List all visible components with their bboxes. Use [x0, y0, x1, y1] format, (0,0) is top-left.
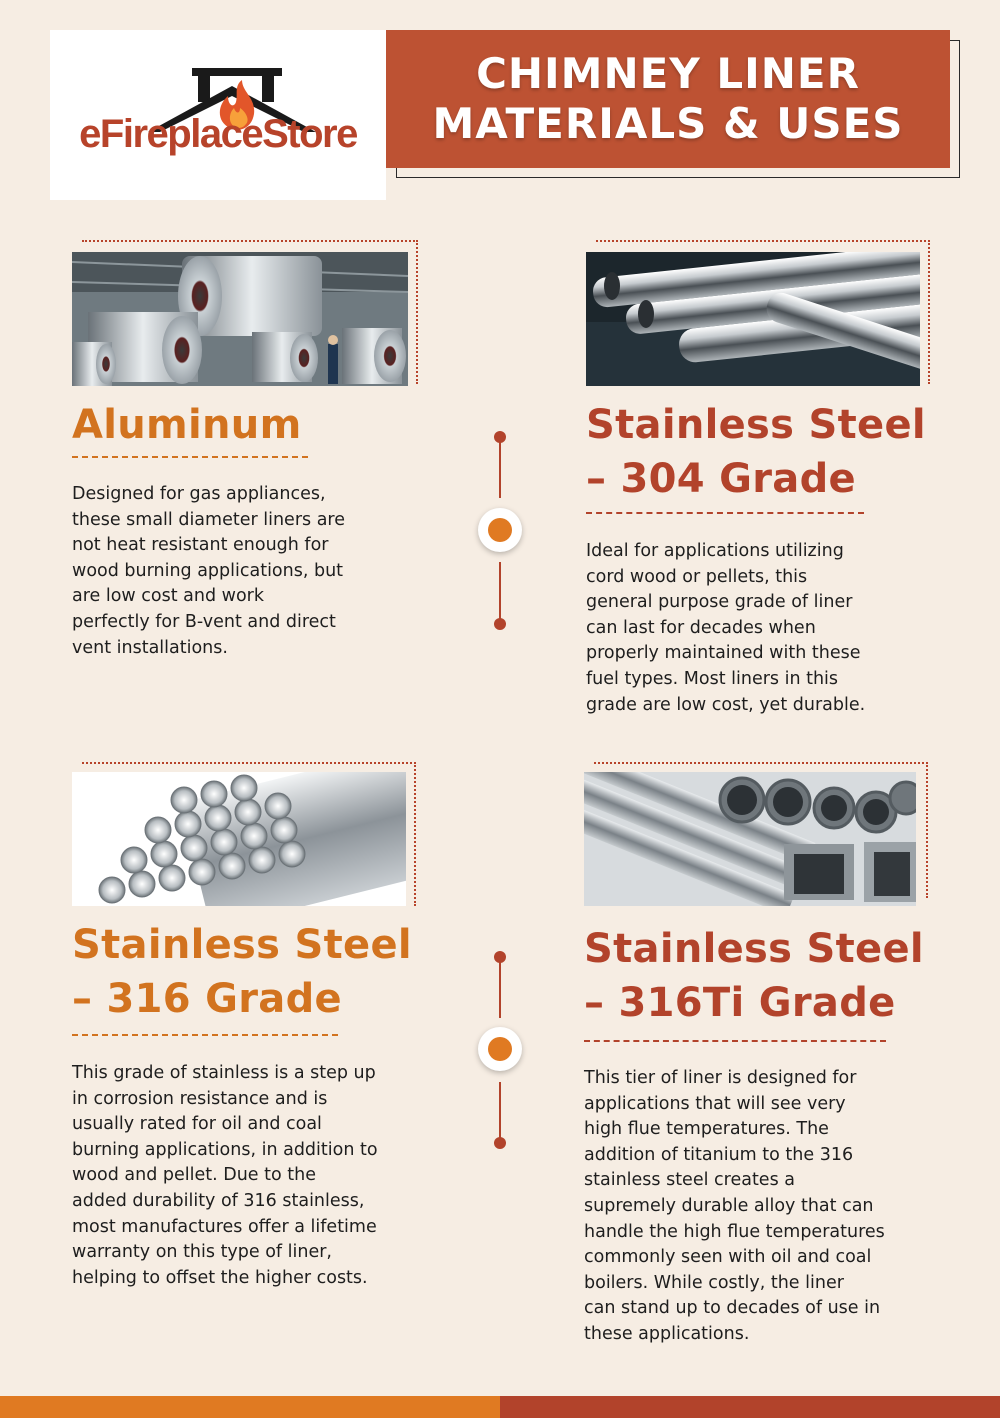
- section-body-aluminum: Designed for gas appliances, these small diameter liners are not heat resistant enough for wood burning applications, but are low cost and work perfectly for B-vent and direct vent installations.: [72, 484, 345, 658]
- timeline-dot: [494, 1137, 506, 1149]
- heading-underline: [584, 1040, 886, 1042]
- page-title: [386, 30, 950, 168]
- footer-bar-right: [500, 1396, 1000, 1418]
- timeline-dot: [494, 618, 506, 630]
- aluminum-coils-photo: [72, 252, 408, 386]
- timeline-node-center: [488, 518, 512, 542]
- heading-line-1: Stainless Steel: [586, 402, 926, 448]
- timeline-node: [478, 1027, 522, 1071]
- section-heading-316: [72, 918, 432, 1026]
- footer-bar-left: [0, 1396, 500, 1418]
- steel-pipes-photo: [586, 252, 920, 386]
- heading-line-1: Stainless Steel: [584, 926, 924, 972]
- timeline-node: [478, 508, 522, 552]
- timeline-line: [499, 962, 501, 1018]
- heading-line-1: Stainless Steel: [72, 922, 412, 968]
- title-line-2: MATERIALS & USES: [432, 99, 904, 148]
- timeline-line: [499, 442, 501, 498]
- timeline-line: [499, 562, 501, 620]
- steel-profiles-photo: [584, 772, 916, 906]
- section-heading-304: [586, 398, 926, 506]
- section-body-304: Ideal for applications utilizing cord wood or pellets, this general purpose grade of liner can last for decades when properly maintained with these fuel types. Most liners in this grade are low cost, yet durable.: [586, 541, 866, 715]
- heading-line-2: – 304 Grade: [586, 456, 856, 502]
- title-line-1: CHIMNEY LINER: [476, 49, 860, 98]
- section-body-316ti: This tier of liner is designed for applications that will see very high flue temperatures. The addition of titanium to the 316 stainless steel creates a supremely durable alloy that can handle the high flue temperatures commonly seen with oil and coal boilers. While costly, the liner can stand up to decades of use in these applications.: [584, 1068, 885, 1344]
- heading-underline: [72, 1034, 338, 1036]
- section-heading-aluminum: [72, 398, 412, 452]
- timeline-node-center: [488, 1037, 512, 1061]
- heading-underline: [586, 512, 864, 514]
- logo-text: eFireplaceStore: [79, 112, 357, 156]
- heading-line-1: Aluminum: [72, 402, 302, 448]
- section-heading-316ti: [584, 922, 944, 1030]
- section-body-316: This grade of stainless is a step up in corrosion resistance and is usually rated for oil and coal burning applications, in addition to wood and pellet. Due to the added durability of 316 stainless, most manufactures offer a lifetime warranty on this type of liner, helping to offset the higher costs.: [72, 1063, 378, 1288]
- steel-rods-photo: [72, 772, 406, 906]
- heading-line-2: – 316 Grade: [72, 976, 342, 1022]
- logo[interactable]: [50, 30, 386, 200]
- timeline-line: [499, 1082, 501, 1140]
- heading-line-2: – 316Ti Grade: [584, 980, 896, 1026]
- heading-underline: [72, 456, 308, 458]
